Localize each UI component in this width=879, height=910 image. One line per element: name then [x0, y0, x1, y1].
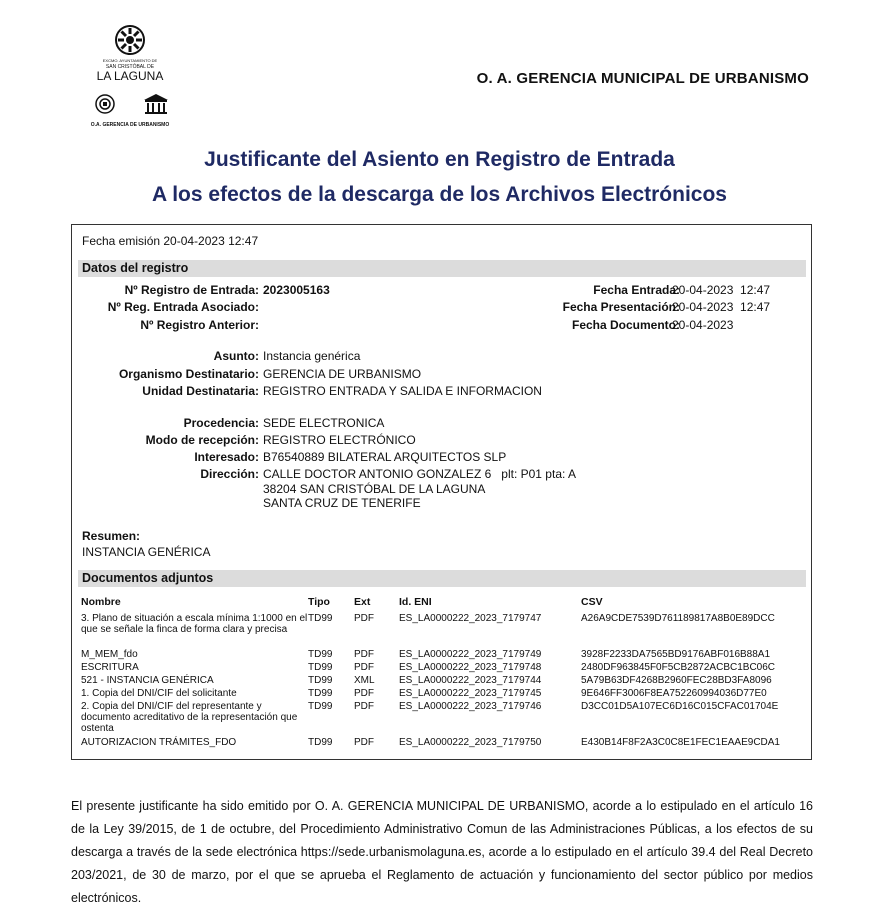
table-cell-nombre: ESCRITURA: [81, 662, 139, 673]
table-cell-csv: D3CC01D5A107EC6D16C015CFAC01704E: [581, 701, 779, 712]
table-cell-ext: PDF: [354, 613, 374, 624]
table-cell-csv: 3928F2233DA7565BD9176ABF016B88A1: [581, 649, 771, 660]
table-cell-nombre: M_MEM_fdo: [81, 649, 138, 660]
document-subtitle: A los efectos de la descarga de los Archivos Electrónicos: [152, 183, 727, 206]
table-cell-ext: PDF: [354, 649, 374, 660]
table-cell-eni: ES_LA0000222_2023_7179748: [399, 662, 542, 673]
field-label: Organismo Destinatario:: [118, 367, 259, 381]
field-label: Fecha Documento:: [571, 318, 680, 332]
table-cell-tipo: TD99: [308, 688, 333, 699]
section-datos-registro: Datos del registro: [78, 260, 806, 277]
legal-footer: El presente justificante ha sido emitido por O. A. GERENCIA MUNICIPAL DE URBANISMO, acorde a lo estipulado en el artículo 16 de la Ley 39/2015, de 1 de octubre, del Procedimiento Administrativo Comun de las Administraciones Públicas, a los efectos de su descarga a través de la sede electrónica https://sede.urbanismolaguna.es, acorde a lo estipulado en el artículo 39.4 del Real Decreto 203/2021, de 30 de marzo, por el que se aprueba el Reglamento de actuación y funcionamiento del sector público por medios electrónicos.: [71, 799, 813, 905]
table-cell-csv: 9E646FF3006F8EA752260994036D77E0: [581, 688, 767, 699]
table-cell-ext: PDF: [354, 737, 374, 748]
field-label: Fecha Presentación:: [562, 300, 680, 314]
table-cell-eni: ES_LA0000222_2023_7179744: [399, 675, 542, 686]
registro-box: [71, 224, 812, 760]
issue-date: Fecha emisión 20-04-2023 12:47: [82, 234, 259, 248]
column-header: Tipo: [308, 596, 330, 608]
table-cell-eni: ES_LA0000222_2023_7179745: [399, 688, 542, 699]
field-value: SEDE ELECTRONICA: [263, 416, 385, 430]
address-line: 38204 SAN CRISTÓBAL DE LA LAGUNA: [263, 482, 486, 496]
document-title: Justificante del Asiento en Registro de Entrada: [204, 148, 675, 171]
column-header: Ext: [354, 596, 371, 608]
table-cell-ext: PDF: [354, 701, 374, 712]
table-cell-nombre: AUTORIZACION TRÁMITES_FDO: [81, 737, 237, 748]
section-documentos: Documentos adjuntos: [78, 570, 806, 587]
field-label: Procedencia:: [183, 416, 259, 430]
field-value: B76540889 BILATERAL ARQUITECTOS SLP: [263, 450, 507, 464]
resumen-value: INSTANCIA GENÉRICA: [82, 545, 211, 559]
field-value: CALLE DOCTOR ANTONIO GONZALEZ 6 plt: P01 pta: A: [263, 467, 576, 481]
column-header: Nombre: [81, 596, 121, 608]
table-cell-ext: PDF: [354, 662, 374, 673]
table-cell-tipo: TD99: [308, 649, 333, 660]
table-cell-tipo: TD99: [308, 675, 333, 686]
field-label: Unidad Destinataria:: [142, 384, 259, 398]
field-value: GERENCIA DE URBANISMO: [263, 367, 422, 381]
field-value: Instancia genérica: [263, 349, 361, 363]
heritage-icon: [96, 95, 114, 113]
table-cell-tipo: TD99: [308, 737, 333, 748]
table-cell-eni: ES_LA0000222_2023_7179749: [399, 649, 542, 660]
table-cell-csv: 2480DF963845F0F5CB2872ACBC1BC06C: [581, 662, 776, 673]
table-cell-csv: A26A9CDE7539D761189817A8B0E89DCC: [581, 613, 775, 624]
svg-text:LA LAGUNA: LA LAGUNA: [96, 69, 164, 83]
table-cell-csv: E430B14F8F2A3C0C8E1FEC1EAAE9CDA1: [581, 737, 780, 748]
field-value: 20-04-2023: [672, 318, 734, 332]
field-label: Modo de recepción:: [145, 433, 259, 447]
table-cell-ext: XML: [354, 675, 375, 686]
field-label: Nº Registro Anterior:: [140, 318, 259, 332]
column-header: Id. ENI: [399, 596, 432, 608]
table-cell-ext: PDF: [354, 688, 374, 699]
table-cell-eni: ES_LA0000222_2023_7179747: [399, 613, 542, 624]
svg-text:O.A. GERENCIA DE URBANISMO: O.A. GERENCIA DE URBANISMO: [90, 122, 170, 128]
field-value: 20-04-2023 12:47: [672, 300, 771, 314]
address-line: SANTA CRUZ DE TENERIFE: [263, 496, 421, 510]
ayuntamiento-logo: [80, 24, 180, 130]
field-label: Asunto:: [213, 349, 259, 363]
field-value: 2023005163: [263, 283, 330, 297]
table-cell-nombre: 521 - INSTANCIA GENÉRICA: [81, 675, 214, 686]
field-label: Nº Reg. Entrada Asociado:: [107, 300, 259, 314]
table-cell-nombre: 1. Copia del DNI/CIF del solicitante: [81, 688, 237, 699]
table-cell-eni: ES_LA0000222_2023_7179746: [399, 701, 542, 712]
svg-text:SAN CRISTÓBAL DE: SAN CRISTÓBAL DE: [105, 64, 155, 70]
column-header: CSV: [581, 596, 603, 608]
field-value: 20-04-2023 12:47: [672, 283, 771, 297]
field-value: REGISTRO ELECTRÓNICO: [263, 433, 416, 447]
resumen-label: Resumen:: [82, 529, 141, 543]
svg-text:EXCMO. AYUNTAMIENTO DE: EXCMO. AYUNTAMIENTO DE: [102, 58, 158, 63]
emblem-icon: [116, 26, 144, 54]
field-label: Interesado:: [194, 450, 259, 464]
table-cell-csv: 5A79B63DF4268B2960FEC28BD3FA8096: [581, 675, 772, 686]
table-cell-nombre: 3. Plano de situación a escala mínima 1:1000 en el que se señale la finca de forma clara y precisa: [81, 613, 308, 635]
table-cell-nombre: 2. Copia del DNI/CIF del representante y documento acreditativo de la representación que ostenta: [81, 701, 298, 734]
field-value: REGISTRO ENTRADA Y SALIDA E INFORMACION: [263, 384, 542, 398]
field-label: Dirección:: [200, 467, 259, 481]
organization-name: O. A. GERENCIA MUNICIPAL DE URBANISMO: [476, 70, 809, 87]
field-label: Fecha Entrada:: [593, 283, 680, 297]
table-cell-tipo: TD99: [308, 662, 333, 673]
table-cell-tipo: TD99: [308, 613, 333, 624]
table-cell-tipo: TD99: [308, 701, 333, 712]
field-label: Nº Registro de Entrada:: [124, 283, 259, 297]
table-cell-eni: ES_LA0000222_2023_7179750: [399, 737, 542, 748]
unesco-icon: [144, 94, 168, 114]
